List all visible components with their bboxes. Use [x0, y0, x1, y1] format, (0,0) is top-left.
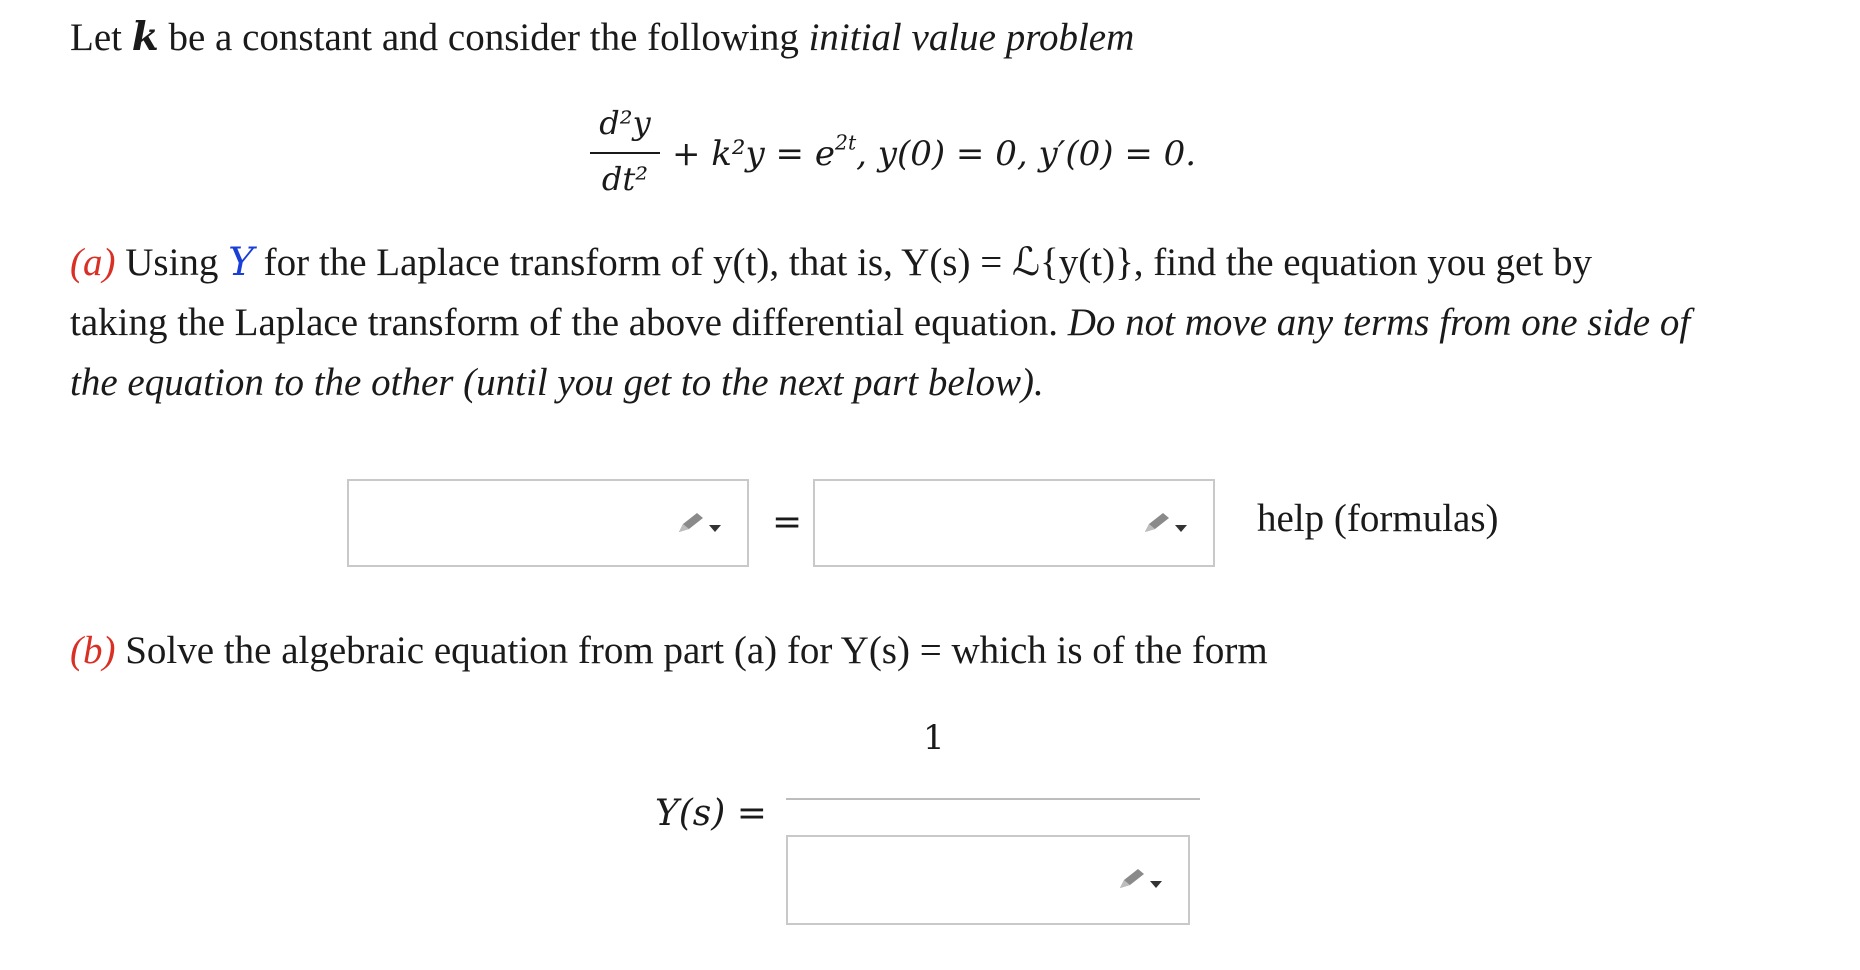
intro-part2: be a constant and consider the following	[158, 16, 809, 59]
intro-text	[70, 14, 1134, 60]
ode-equation	[672, 130, 1197, 174]
ode-fraction-bar	[590, 152, 660, 154]
ode-initial-conditions: , y(0) = 0, y′(0) = 0.	[856, 134, 1197, 174]
part-a-line-3: the equation to the other (until you get to the next part below).	[70, 361, 1044, 404]
part-a-text2: for the Laplace transform of y(t), that is, Y(s) = ℒ{y(t)}, find the equation you get by	[253, 241, 1592, 284]
ivp-term: initial value problem	[808, 16, 1135, 59]
part-a-line-2	[70, 300, 1690, 345]
variable-Y: Y	[228, 240, 254, 285]
part-b-text: Solve the algebraic equation from part (a) for Y(s) = which is of the form	[115, 629, 1268, 672]
pencil-icon[interactable]	[1143, 511, 1189, 535]
fraction-numerator: 1	[923, 718, 945, 758]
part-a-line2-normal: taking the Laplace transform of the above differential equation.	[70, 301, 1068, 344]
part-b-label: (b)	[70, 629, 116, 672]
denominator-input[interactable]	[786, 835, 1190, 925]
fraction-bar	[786, 798, 1200, 800]
ode-lhs: + k²y = e	[672, 134, 835, 174]
equals-sign: =	[772, 502, 803, 543]
part-a-line-1	[70, 240, 1592, 285]
pencil-icon[interactable]	[677, 511, 723, 535]
part-b-line	[70, 628, 1268, 673]
intro-part1: Let	[70, 16, 132, 59]
part-a-text1: Using	[115, 241, 229, 284]
part-a-label: (a)	[70, 241, 116, 284]
pencil-icon[interactable]	[1118, 867, 1164, 891]
Ys-lhs: Y(s) =	[655, 793, 767, 834]
variable-k: k	[131, 14, 159, 60]
answer-input-lhs[interactable]	[347, 479, 749, 567]
part-a-line2-italic: Do not move any terms from one side of	[1067, 301, 1691, 344]
help-formulas-link[interactable]: help (formulas)	[1257, 497, 1499, 540]
ode-fraction-numerator: d²y	[599, 104, 651, 142]
ode-fraction-denominator: dt²	[601, 160, 649, 198]
ode-exponent: 2t	[834, 130, 857, 155]
answer-input-rhs[interactable]	[813, 479, 1215, 567]
